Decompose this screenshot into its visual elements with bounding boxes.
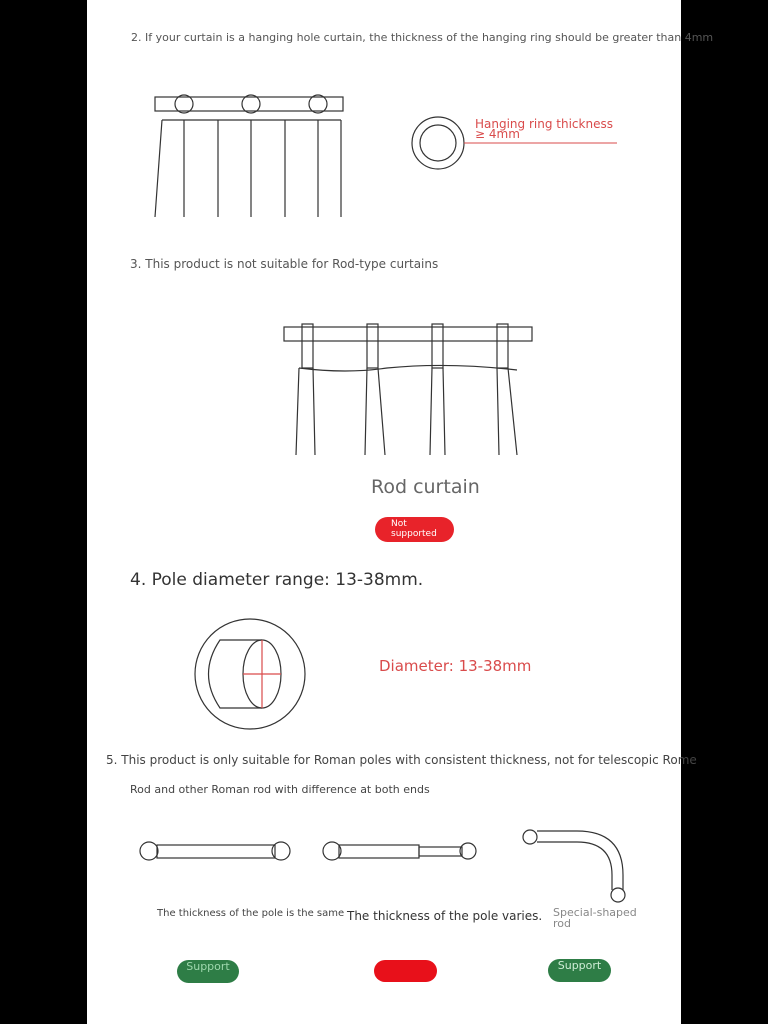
pole-same-label: The thickness of the pole is the same	[157, 908, 345, 919]
rod-curtain-diagram	[284, 324, 532, 455]
diameter-label: Diameter: 13-38mm	[379, 657, 532, 675]
diagrams	[87, 0, 681, 1024]
support-badge-same: Support	[177, 960, 239, 983]
pole-cross-section-diagram	[195, 619, 305, 729]
ring-thickness-label: Hanging ring thickness ≥ 4mm	[475, 117, 613, 141]
note-5-line-1: 5. This product is only suitable for Roman poles with consistent thickness, not for telescopic Rome	[106, 753, 697, 767]
note-2: 2. If your curtain is a hanging hole curtain, the thickness of the hanging ring should be greater than 4mm	[131, 31, 714, 44]
not-supported-badge-varies	[374, 960, 437, 982]
note-5-line-2: Rod and other Roman rod with difference at both ends	[130, 783, 430, 796]
special-rod-label: Special-shaped rod	[553, 906, 637, 930]
hanging-ring-curtain-diagram	[155, 95, 343, 217]
product-page	[87, 0, 714, 1024]
ring-icon	[412, 117, 464, 169]
note-3: 3. This product is not suitable for Rod-type curtains	[130, 257, 439, 271]
rod-curtain-caption: Rod curtain	[371, 476, 480, 498]
not-supported-badge: Not supported	[375, 517, 454, 542]
pole-varies-label: The thickness of the pole varies.	[347, 909, 543, 923]
support-badge-special: Support	[548, 959, 611, 982]
pole-types-diagram	[140, 830, 625, 902]
note-4: 4. Pole diameter range: 13-38mm.	[130, 570, 424, 590]
